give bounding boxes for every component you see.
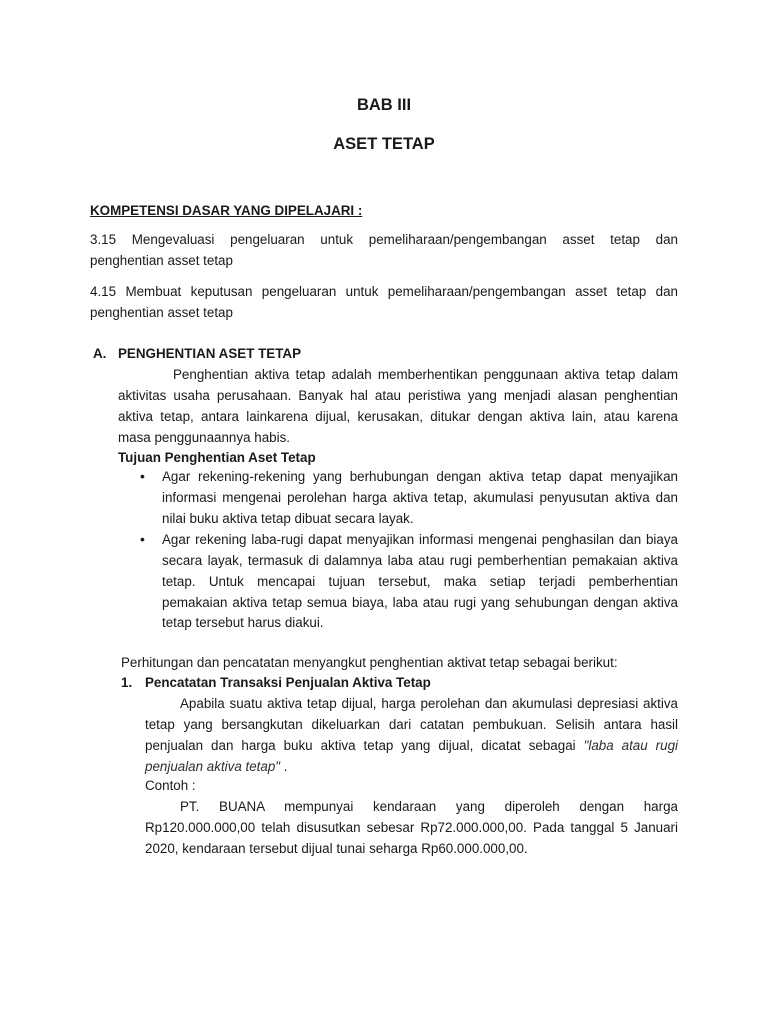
- calculation-para-line-4-quote: penjualan aktiva tetap": [145, 759, 281, 774]
- section-a-para-line-1: Penghentian aktiva tetap adalah memberhentikan penggunaan aktiva tetap dalam: [173, 367, 678, 382]
- page-title: ASET TETAP: [333, 135, 435, 153]
- bullet-2-line-5: tetap tersebut harus diakui.: [162, 615, 324, 630]
- goals-heading: Tujuan Penghentian Aset Tetap: [118, 450, 316, 465]
- section-a-heading: PENGHENTIAN ASET TETAP: [118, 346, 302, 361]
- example-label: Contoh :: [145, 778, 196, 793]
- bullet-2-line-1: Agar rekening laba-rugi dapat menyajikan informasi mengenai penghasilan dan biaya: [162, 532, 678, 547]
- calculation-para-line-4: [145, 756, 288, 777]
- bullet-2-line-2: secara layak, termasuk di dalamnya laba atau rugi pemberhentian pemakaian aktiva: [162, 553, 678, 568]
- competency-item-1-line-1: 3.15 Mengevaluasi pengeluaran untuk pemeliharaan/pengembangan asset tetap dan: [90, 232, 678, 247]
- calculation-para-line-3-quote: "laba atau rugi: [583, 738, 679, 753]
- calculation-para-line-3: [145, 735, 678, 756]
- calculation-para-line-3-text: penjualan dan harga buku aktiva tetap yang dijual, dicatat sebagai: [145, 738, 584, 753]
- bullet-2-line-3: tetap. Untuk mencapai tujuan tersebut, maka setiap terjadi pemberhentian: [162, 574, 678, 589]
- section-a-marker: A.: [93, 346, 107, 361]
- bullet-2-dot: •: [140, 531, 145, 547]
- section-a-para-line-2: aktivitas usaha perusahaan. Banyak hal atau peristiwa yang menjadi alasan penghentian: [118, 388, 678, 403]
- calculation-intro: Perhitungan dan pencatatan menyangkut penghentian aktivat tetap sebagai berikut:: [121, 655, 618, 670]
- chapter-label: BAB III: [356, 96, 412, 114]
- calculation-para-line-2: tetap yang bersangkutan dikeluarkan dari catatan pembukuan. Selisih antara hasil: [145, 717, 678, 732]
- bullet-1-line-2: informasi mengenai perolehan harga aktiva tetap, akumulasi penyusutan aktiva dan: [162, 490, 678, 505]
- competency-item-1-line-2: penghentian asset tetap: [90, 253, 233, 268]
- section-a-para-line-4: masa penggunaannya habis.: [118, 430, 290, 445]
- calculation-para-line-1: Apabila suatu aktiva tetap dijual, harga perolehan dan akumulasi depresiasi aktiva: [180, 696, 678, 711]
- bullet-2-line-4: pemakaian aktiva tetap semua biaya, laba atau rugi yang sehubungan dengan aktiva: [162, 595, 678, 610]
- calculation-para-line-4-text: .: [280, 759, 288, 774]
- competency-heading: KOMPETENSI DASAR YANG DIPELAJARI :: [90, 203, 363, 218]
- bullet-1-line-1: Agar rekening-rekening yang berhubungan dengan aktiva tetap dapat menyajikan: [162, 469, 678, 484]
- section-a-para-line-3: aktiva tetap, antara lainkarena dijual, kerusakan, ditukar dengan aktiva lain, atau karena: [118, 409, 678, 424]
- bullet-1-dot: •: [140, 468, 145, 484]
- example-line-2: Rp120.000.000,00 telah disusutkan sebesar Rp72.000.000,00. Pada tanggal 5 Januari: [145, 820, 678, 835]
- bullet-1-line-3: nilai buku aktiva tetap dibuat secara layak.: [162, 511, 414, 526]
- competency-item-2-line-1: 4.15 Membuat keputusan pengeluaran untuk pemeliharaan/pengembangan asset tetap dan: [90, 284, 678, 299]
- competency-item-2-line-2: penghentian asset tetap: [90, 305, 233, 320]
- example-line-3: 2020, kendaraan tersebut dijual tunai seharga Rp60.000.000,00.: [145, 841, 528, 856]
- calculation-item-heading: Pencatatan Transaksi Penjualan Aktiva Tetap: [145, 675, 431, 690]
- calculation-item-marker: 1.: [121, 675, 133, 690]
- example-line-1: PT. BUANA mempunyai kendaraan yang diperoleh dengan harga: [180, 799, 678, 814]
